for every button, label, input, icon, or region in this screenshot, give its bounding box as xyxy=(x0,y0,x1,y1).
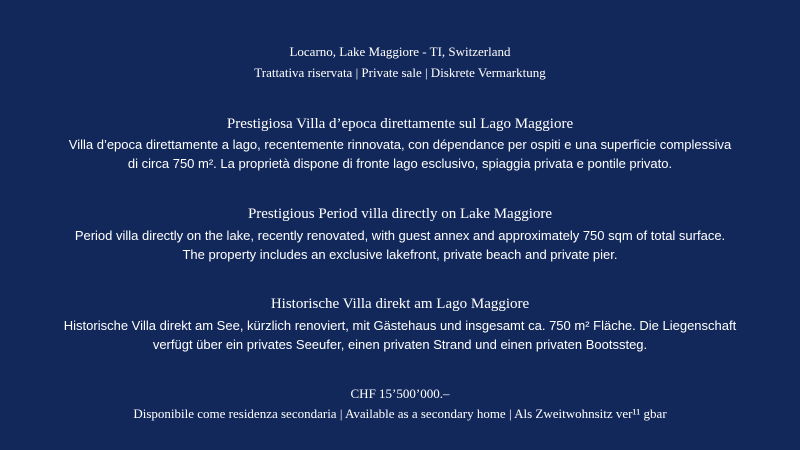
section-body-german-line-1: Historische Villa direkt am See, kürzlich renoviert, mit Gästehaus und insgesamt ca. 750 m² Fläche. Die Liegenschaft xyxy=(63,318,737,333)
availability-line: Disponibile come residenza secondaria | Available as a secondary home | Als Zweitwohnsitz ver¹¹ gbar xyxy=(133,406,667,421)
section-title-english: Prestigious Period villa directly on Lake Maggiore xyxy=(247,206,553,222)
section-body-english-line-2: The property includes an exclusive lakefront, private beach and private pier. xyxy=(182,247,618,262)
section-title-german: Historische Villa direkt am Lago Maggiore xyxy=(270,296,530,312)
price-line: CHF 15’500’000.– xyxy=(350,386,450,401)
section-body-italian-line-2: di circa 750 m². La proprietà dispone di fronte lago esclusivo, spiaggia privata e pontile privato. xyxy=(127,156,673,171)
section-body-italian-line-1: Villa d’epoca direttamente a lago, recentemente rinnovata, con dépendance per ospiti e una superficie complessiva xyxy=(68,137,732,152)
section-body-english-line-1: Period villa directly on the lake, recently renovated, with guest annex and approximately 750 sqm of total surface. xyxy=(74,228,726,243)
section-body-german-line-2: verfügt über ein privates Seeufer, einen privaten Strand und einen privaten Bootssteg. xyxy=(152,337,648,352)
sale-type-line: Trattativa riservata | Private sale | Diskrete Vermarktung xyxy=(254,65,546,80)
location-line: Locarno, Lake Maggiore - TI, Switzerland xyxy=(289,44,511,59)
section-title-italian: Prestigiosa Villa d’epoca direttamente sul Lago Maggiore xyxy=(226,116,574,132)
